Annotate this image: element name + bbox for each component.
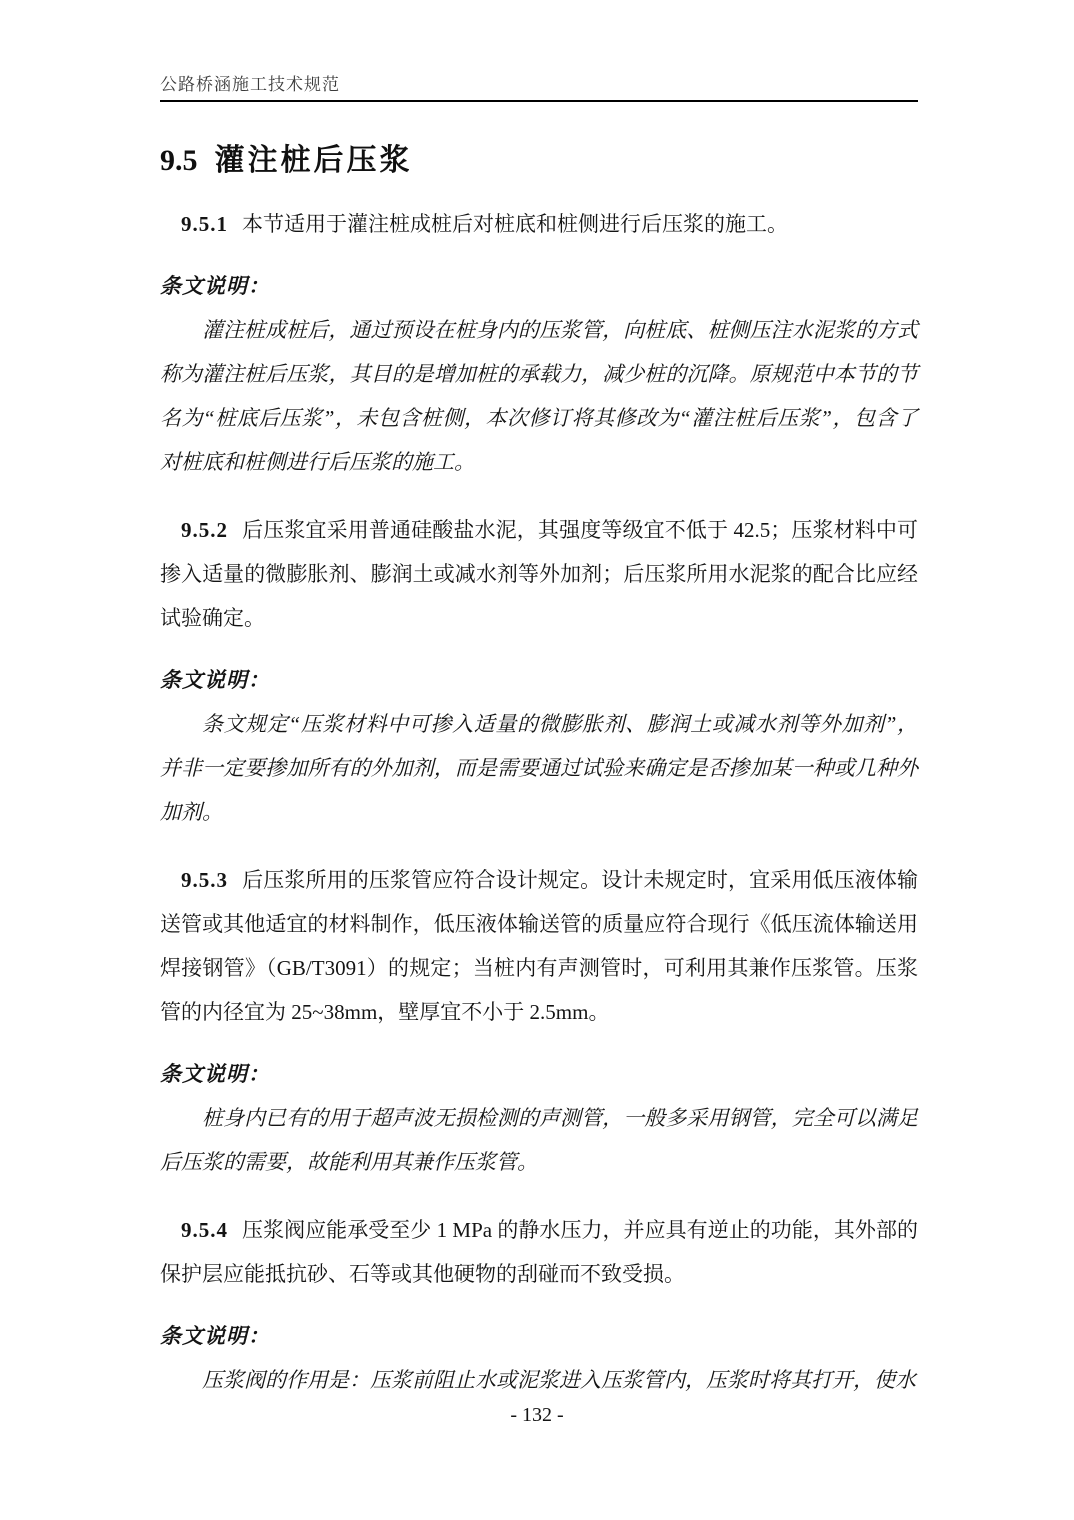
- page-header: [160, 74, 918, 102]
- clause-9-5-1-note: 灌注桩成桩后，通过预设在桩身内的压浆管，向桩底、桩侧压注水泥浆的方式称为灌注桩后压浆，其目的是增加桩的承载力，减少桩的沉降。原规范中本节的节名为“桩底后压浆”，未包含桩侧，本次修订将其修改为“灌注桩后压浆”，包含了对桩底和桩侧进行后压浆的施工。: [160, 318, 918, 474]
- clause-9-5-3-note: 桩身内已有的用于超声波无损检测的声测管，一般多采用钢管，完全可以满足后压浆的需要，故能利用其兼作压浆管。: [160, 1106, 918, 1174]
- clause-9-5-1: [160, 202, 918, 246]
- clause-9-5-3-number: 9.5.3: [181, 868, 228, 892]
- clause-9-5-2-number: 9.5.2: [181, 518, 228, 542]
- section-title: [160, 144, 918, 178]
- clause-9-5-1-number: 9.5.1: [181, 212, 228, 236]
- clause-9-5-4: [160, 1208, 918, 1296]
- clause-9-5-2-note: 条文规定“压浆材料中可掺入适量的微膨胀剂、膨润土或减水剂等外加剂”，并非一定要掺加所有的外加剂，而是需要通过试验来确定是否掺加某一种或几种外加剂。: [160, 712, 918, 824]
- clause-9-5-4-note: 压浆阀的作用是：压浆前阻止水或泥浆进入压浆管内，压浆时将其打开，使水: [202, 1368, 916, 1392]
- note-label-4: 条文说明：: [160, 1324, 270, 1348]
- clause-9-5-1-text: 本节适用于灌注桩成桩后对桩底和桩侧进行后压浆的施工。: [242, 212, 788, 236]
- clause-9-5-4-number: 9.5.4: [181, 1218, 228, 1242]
- clause-9-5-2: [160, 508, 918, 640]
- page-number: - 132 -: [510, 1404, 564, 1426]
- section-number: 9.5: [160, 144, 198, 177]
- section-name: 灌注桩后压浆: [214, 144, 413, 177]
- clause-9-5-3: [160, 858, 918, 1034]
- note-label-2: 条文说明：: [160, 668, 270, 692]
- clause-9-5-3-text: 后压浆所用的压浆管应符合设计规定。设计未规定时，宜采用低压液体输送管或其他适宜的材料制作，低压液体输送管的质量应符合现行《低压流体输送用焊接钢管》（GB/T3091）的规定；当桩内有声测管时，可利用其兼作压浆管。压浆管的内径宜为 25~38mm，壁厚宜不小于 2.5mm。: [160, 868, 918, 1024]
- note-label-3: 条文说明：: [160, 1062, 270, 1086]
- doc-title: 公路桥涵施工技术规范: [160, 75, 340, 94]
- note-label-1: 条文说明：: [160, 274, 270, 298]
- clause-9-5-4-text: 压浆阀应能承受至少 1 MPa 的静水压力，并应具有逆止的功能，其外部的保护层应能抵抗砂、石等或其他硬物的刮碰而不致受损。: [160, 1218, 918, 1286]
- clause-9-5-2-text: 后压浆宜采用普通硅酸盐水泥，其强度等级宜不低于 42.5；压浆材料中可掺入适量的微膨胀剂、膨润土或减水剂等外加剂；后压浆所用水泥浆的配合比应经试验确定。: [160, 518, 918, 630]
